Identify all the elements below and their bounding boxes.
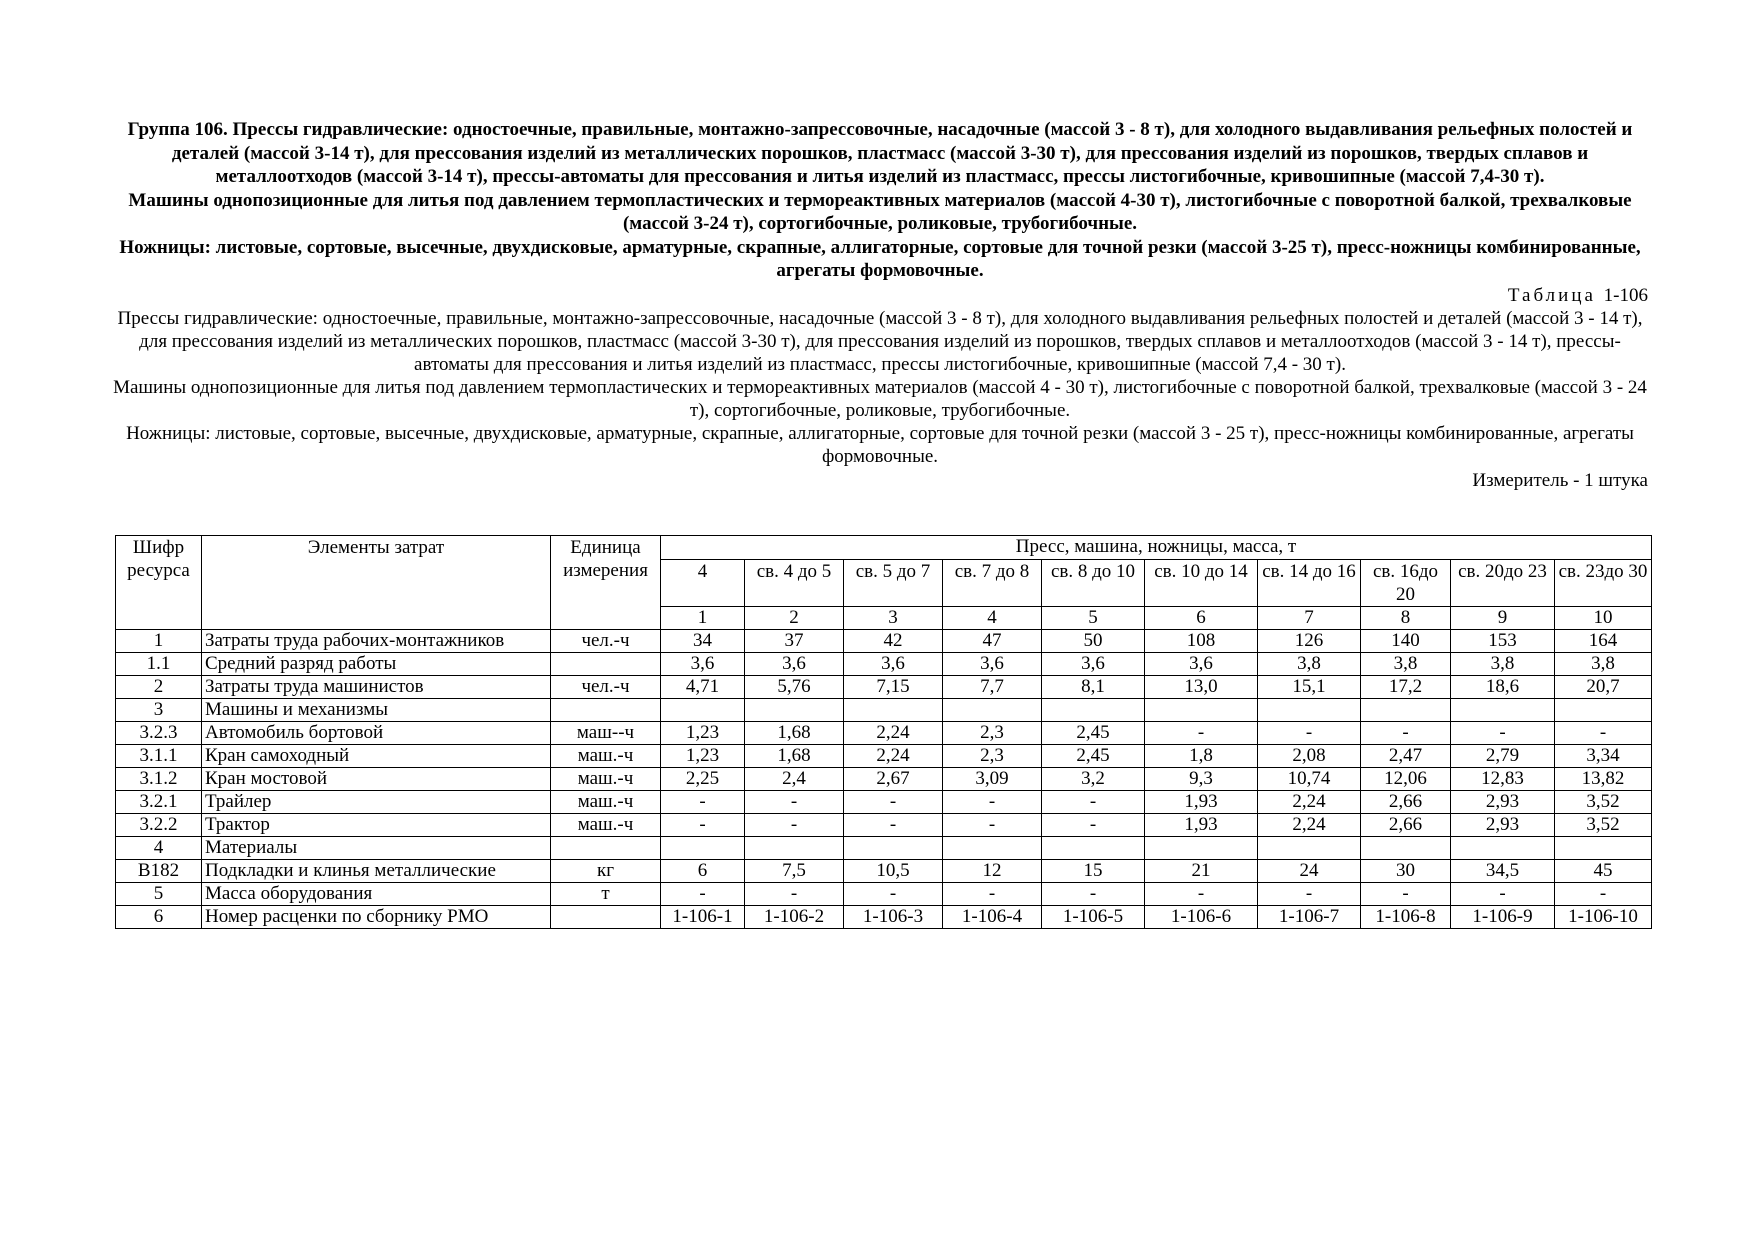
cell-value-9: - bbox=[1451, 883, 1555, 906]
table-header-row bbox=[116, 536, 1652, 560]
header-column-number-4: 4 bbox=[943, 607, 1042, 630]
cell-value-10: 3,8 bbox=[1555, 653, 1652, 676]
cell-value-1: - bbox=[661, 883, 745, 906]
cell-value-3: - bbox=[844, 814, 943, 837]
document-heading bbox=[112, 118, 1648, 283]
cell-value-3 bbox=[844, 699, 943, 722]
header-column-number-7: 7 bbox=[1258, 607, 1361, 630]
cell-unit: маш.-ч bbox=[551, 745, 661, 768]
cell-unit: кг bbox=[551, 860, 661, 883]
table-description bbox=[112, 307, 1648, 468]
cell-value-6: 9,3 bbox=[1145, 768, 1258, 791]
cell-code: 5 bbox=[116, 883, 202, 906]
cell-value-7 bbox=[1258, 837, 1361, 860]
cell-value-9 bbox=[1451, 837, 1555, 860]
cell-element-name: Средний разряд работы bbox=[202, 653, 551, 676]
cell-unit: т bbox=[551, 883, 661, 906]
cell-value-4: 7,7 bbox=[943, 676, 1042, 699]
cell-value-3: - bbox=[844, 791, 943, 814]
header-range-10: св. 23до 30 bbox=[1555, 560, 1652, 607]
header-column-number-1: 1 bbox=[661, 607, 745, 630]
header-range-9: св. 20до 23 bbox=[1451, 560, 1555, 607]
cell-value-10 bbox=[1555, 837, 1652, 860]
cell-value-10: 13,82 bbox=[1555, 768, 1652, 791]
cell-value-9: 3,8 bbox=[1451, 653, 1555, 676]
header-range-7: св. 14 до 16 bbox=[1258, 560, 1361, 607]
cell-element-name: Машины и механизмы bbox=[202, 699, 551, 722]
cell-code: 4 bbox=[116, 837, 202, 860]
cell-value-8: 2,47 bbox=[1361, 745, 1451, 768]
header-column-number-5: 5 bbox=[1042, 607, 1145, 630]
cell-unit: маш.-ч bbox=[551, 768, 661, 791]
cell-value-10 bbox=[1555, 699, 1652, 722]
cell-value-2: 7,5 bbox=[745, 860, 844, 883]
cell-value-7: 2,24 bbox=[1258, 791, 1361, 814]
cell-value-6 bbox=[1145, 699, 1258, 722]
header-mass-group: Пресс, машина, ножницы, масса, т bbox=[661, 536, 1652, 560]
cell-value-10: 3,52 bbox=[1555, 791, 1652, 814]
cell-value-2: 2,4 bbox=[745, 768, 844, 791]
cell-value-2: 37 bbox=[745, 630, 844, 653]
cell-value-3: 3,6 bbox=[844, 653, 943, 676]
description-presses: Прессы гидравлические: одностоечные, правильные, монтажно-запрессовочные, насадочные (массой 3 - 8 т), для холодного выдавливания рельефных полостей и деталей (массой 3 - 14 т), для прессования изделий из металлических порошков, пластмасс (массой 3-30 т), для прессования изделий из порошков, твердых сплавов и металлоотходов (массой 3 - 14 т), прессы-автоматы для прессования и литья изделий из пластмасс, прессы листогибочные, кривошипные (массой 7,4 - 30 т). bbox=[117, 307, 1643, 375]
table-row bbox=[116, 699, 1652, 722]
cell-code: 3 bbox=[116, 699, 202, 722]
header-column-number-2: 2 bbox=[745, 607, 844, 630]
cell-value-6: 1-106-6 bbox=[1145, 906, 1258, 929]
cell-value-1: - bbox=[661, 791, 745, 814]
header-range-4: св. 7 до 8 bbox=[943, 560, 1042, 607]
cell-value-10: 1-106-10 bbox=[1555, 906, 1652, 929]
cell-value-1: 6 bbox=[661, 860, 745, 883]
cell-unit bbox=[551, 837, 661, 860]
cell-value-10: 164 bbox=[1555, 630, 1652, 653]
cell-value-1: 1,23 bbox=[661, 745, 745, 768]
table-row bbox=[116, 745, 1652, 768]
cell-value-4: - bbox=[943, 814, 1042, 837]
cell-element-name: Трайлер bbox=[202, 791, 551, 814]
table-label-number: 1-106 bbox=[1603, 284, 1648, 306]
table-row bbox=[116, 768, 1652, 791]
description-shears: Ножницы: листовые, сортовые, высечные, двухдисковые, арматурные, скрапные, аллигаторные, сортовые для точной резки (массой 3 - 25 т), пресс-ножницы комбинированные, агрегаты формовочные. bbox=[126, 422, 1634, 467]
cell-code: В182 bbox=[116, 860, 202, 883]
cell-value-8: 2,66 bbox=[1361, 814, 1451, 837]
header-elements: Элементы затрат bbox=[202, 536, 551, 630]
cell-value-10: - bbox=[1555, 883, 1652, 906]
cell-value-8: 140 bbox=[1361, 630, 1451, 653]
cell-value-3: 1-106-3 bbox=[844, 906, 943, 929]
cell-unit: маш.-ч bbox=[551, 791, 661, 814]
cell-value-4: 2,3 bbox=[943, 745, 1042, 768]
cell-value-2: 1-106-2 bbox=[745, 906, 844, 929]
cell-code: 1.1 bbox=[116, 653, 202, 676]
norms-table-body bbox=[116, 536, 1652, 929]
cell-value-6: 3,6 bbox=[1145, 653, 1258, 676]
cell-value-5: 2,45 bbox=[1042, 745, 1145, 768]
cell-value-3: 10,5 bbox=[844, 860, 943, 883]
table-row bbox=[116, 814, 1652, 837]
cell-value-8: 1-106-8 bbox=[1361, 906, 1451, 929]
cell-value-4: 1-106-4 bbox=[943, 906, 1042, 929]
cell-code: 6 bbox=[116, 906, 202, 929]
cell-value-6: 108 bbox=[1145, 630, 1258, 653]
header-range-8: св. 16до 20 bbox=[1361, 560, 1451, 607]
cell-value-1: 4,71 bbox=[661, 676, 745, 699]
cell-value-2: 5,76 bbox=[745, 676, 844, 699]
cell-unit: чел.-ч bbox=[551, 676, 661, 699]
cell-element-name: Подкладки и клинья металлические bbox=[202, 860, 551, 883]
header-range-6: св. 10 до 14 bbox=[1145, 560, 1258, 607]
cell-value-9: 18,6 bbox=[1451, 676, 1555, 699]
cell-element-name: Автомобиль бортовой bbox=[202, 722, 551, 745]
table-label bbox=[112, 284, 1648, 307]
cell-value-9: 34,5 bbox=[1451, 860, 1555, 883]
cell-code: 3.2.1 bbox=[116, 791, 202, 814]
cell-element-name: Масса оборудования bbox=[202, 883, 551, 906]
cell-value-5 bbox=[1042, 699, 1145, 722]
cell-element-name: Трактор bbox=[202, 814, 551, 837]
cell-value-5: 2,45 bbox=[1042, 722, 1145, 745]
cell-element-name: Затраты труда рабочих-монтажников bbox=[202, 630, 551, 653]
cell-value-7: - bbox=[1258, 722, 1361, 745]
cell-value-6: 21 bbox=[1145, 860, 1258, 883]
cell-value-5: - bbox=[1042, 791, 1145, 814]
table-row bbox=[116, 676, 1652, 699]
cell-element-name: Затраты труда машинистов bbox=[202, 676, 551, 699]
header-code: Шифр ресурса bbox=[116, 536, 202, 630]
cell-value-8: 3,8 bbox=[1361, 653, 1451, 676]
measure-unit: Измеритель - 1 штука bbox=[1472, 469, 1648, 491]
table-row bbox=[116, 860, 1652, 883]
table-row bbox=[116, 791, 1652, 814]
cell-value-4 bbox=[943, 699, 1042, 722]
header-range-1: 4 bbox=[661, 560, 745, 607]
cell-value-1: 34 bbox=[661, 630, 745, 653]
cell-value-1: 1,23 bbox=[661, 722, 745, 745]
table-row bbox=[116, 906, 1652, 929]
cell-element-name: Кран мостовой bbox=[202, 768, 551, 791]
cell-value-4: 3,09 bbox=[943, 768, 1042, 791]
cell-value-7: 2,08 bbox=[1258, 745, 1361, 768]
cell-value-5 bbox=[1042, 837, 1145, 860]
norms-table bbox=[115, 535, 1652, 929]
table-row bbox=[116, 722, 1652, 745]
cell-value-9: 2,93 bbox=[1451, 814, 1555, 837]
cell-value-8: 30 bbox=[1361, 860, 1451, 883]
cell-value-2 bbox=[745, 837, 844, 860]
cell-value-5: 15 bbox=[1042, 860, 1145, 883]
cell-value-5: - bbox=[1042, 883, 1145, 906]
cell-value-2: 1,68 bbox=[745, 722, 844, 745]
cell-value-5: 3,2 bbox=[1042, 768, 1145, 791]
cell-value-3: 7,15 bbox=[844, 676, 943, 699]
table-row bbox=[116, 630, 1652, 653]
cell-unit bbox=[551, 906, 661, 929]
header-range-5: св. 8 до 10 bbox=[1042, 560, 1145, 607]
cell-value-8: 17,2 bbox=[1361, 676, 1451, 699]
cell-value-5: 50 bbox=[1042, 630, 1145, 653]
cell-value-2: 3,6 bbox=[745, 653, 844, 676]
cell-value-8 bbox=[1361, 837, 1451, 860]
cell-value-10: 3,34 bbox=[1555, 745, 1652, 768]
header-column-number-8: 8 bbox=[1361, 607, 1451, 630]
cell-value-4: 2,3 bbox=[943, 722, 1042, 745]
cell-element-name: Номер расценки по сборнику РМО bbox=[202, 906, 551, 929]
cell-value-7: 15,1 bbox=[1258, 676, 1361, 699]
cell-value-8: - bbox=[1361, 883, 1451, 906]
cell-value-4: - bbox=[943, 883, 1042, 906]
cell-value-6: 13,0 bbox=[1145, 676, 1258, 699]
cell-value-2: - bbox=[745, 791, 844, 814]
cell-value-9: 2,79 bbox=[1451, 745, 1555, 768]
table-label-word: Таблица bbox=[1507, 284, 1596, 306]
cell-value-3 bbox=[844, 837, 943, 860]
cell-value-9: 2,93 bbox=[1451, 791, 1555, 814]
header-range-2: св. 4 до 5 bbox=[745, 560, 844, 607]
cell-code: 1 bbox=[116, 630, 202, 653]
cell-value-10: 3,52 bbox=[1555, 814, 1652, 837]
cell-value-7: 126 bbox=[1258, 630, 1361, 653]
cell-code: 3.1.2 bbox=[116, 768, 202, 791]
table-row bbox=[116, 883, 1652, 906]
cell-value-7 bbox=[1258, 699, 1361, 722]
cell-value-3: - bbox=[844, 883, 943, 906]
cell-value-1 bbox=[661, 837, 745, 860]
cell-code: 3.2.2 bbox=[116, 814, 202, 837]
cell-code: 2 bbox=[116, 676, 202, 699]
header-column-number-10: 10 bbox=[1555, 607, 1652, 630]
cell-value-1: 1-106-1 bbox=[661, 906, 745, 929]
cell-value-5: 8,1 bbox=[1042, 676, 1145, 699]
cell-value-10: 45 bbox=[1555, 860, 1652, 883]
cell-unit bbox=[551, 653, 661, 676]
heading-group-prefix: Группа 106 bbox=[127, 119, 223, 140]
cell-value-2: - bbox=[745, 883, 844, 906]
cell-value-6 bbox=[1145, 837, 1258, 860]
cell-value-7: 2,24 bbox=[1258, 814, 1361, 837]
cell-value-2: 1,68 bbox=[745, 745, 844, 768]
cell-value-6: - bbox=[1145, 883, 1258, 906]
cell-value-4: - bbox=[943, 791, 1042, 814]
header-unit: Единица измерения bbox=[551, 536, 661, 630]
cell-value-6: 1,8 bbox=[1145, 745, 1258, 768]
cell-value-7: 1-106-7 bbox=[1258, 906, 1361, 929]
cell-value-1: 3,6 bbox=[661, 653, 745, 676]
cell-value-10: - bbox=[1555, 722, 1652, 745]
header-range-3: св. 5 до 7 bbox=[844, 560, 943, 607]
cell-value-1 bbox=[661, 699, 745, 722]
cell-unit: чел.-ч bbox=[551, 630, 661, 653]
cell-value-9: 12,83 bbox=[1451, 768, 1555, 791]
cell-value-4 bbox=[943, 837, 1042, 860]
cell-value-7: 10,74 bbox=[1258, 768, 1361, 791]
heading-group-paragraph bbox=[112, 118, 1648, 189]
cell-value-3: 2,24 bbox=[844, 745, 943, 768]
cell-value-10: 20,7 bbox=[1555, 676, 1652, 699]
table-row bbox=[116, 837, 1652, 860]
cell-value-7: 3,8 bbox=[1258, 653, 1361, 676]
cell-value-9: 1-106-9 bbox=[1451, 906, 1555, 929]
cell-value-6: 1,93 bbox=[1145, 814, 1258, 837]
cell-value-8 bbox=[1361, 699, 1451, 722]
cell-value-3: 2,24 bbox=[844, 722, 943, 745]
cell-value-2: - bbox=[745, 814, 844, 837]
cell-value-1: 2,25 bbox=[661, 768, 745, 791]
cell-value-2 bbox=[745, 699, 844, 722]
cell-value-8: - bbox=[1361, 722, 1451, 745]
cell-unit bbox=[551, 699, 661, 722]
cell-value-4: 12 bbox=[943, 860, 1042, 883]
cell-value-9: - bbox=[1451, 722, 1555, 745]
cell-value-8: 2,66 bbox=[1361, 791, 1451, 814]
description-machines: Машины однопозиционные для литья под давлением термопластических и термореактивных материалов (массой 4 - 30 т), листогибочные с поворотной балкой, трехвалковые (массой 3 - 24 т), сортогибочные, роликовые, трубогибочные. bbox=[113, 376, 1647, 421]
header-column-number-6: 6 bbox=[1145, 607, 1258, 630]
header-column-number-3: 3 bbox=[844, 607, 943, 630]
heading-machines-paragraph: Машины однопозиционные для литья под давлением термопластических и термореактивных материалов (массой 4-30 т), листогибочные с поворотной балкой, трехвалковые (массой 3-24 т), сортогибочные, роликовые, трубогибочные. bbox=[128, 189, 1632, 234]
cell-value-3: 2,67 bbox=[844, 768, 943, 791]
cell-value-9: 153 bbox=[1451, 630, 1555, 653]
cell-value-7: - bbox=[1258, 883, 1361, 906]
cell-value-4: 3,6 bbox=[943, 653, 1042, 676]
cell-value-9 bbox=[1451, 699, 1555, 722]
cell-value-1: - bbox=[661, 814, 745, 837]
header-column-number-9: 9 bbox=[1451, 607, 1555, 630]
document-page bbox=[112, 118, 1648, 492]
cell-unit: маш--ч bbox=[551, 722, 661, 745]
cell-value-6: 1,93 bbox=[1145, 791, 1258, 814]
cell-value-6: - bbox=[1145, 722, 1258, 745]
heading-shears-paragraph: Ножницы: листовые, сортовые, высечные, двухдисковые, арматурные, скрапные, аллигаторные, сортовые для точной резки (массой 3-25 т), пресс-ножницы комбинированные, агрегаты формовочные. bbox=[119, 236, 1641, 281]
heading-group-text: . Прессы гидравлические: одностоечные, правильные, монтажно-запрессовочные, насадочные (массой 3 - 8 т), для холодного выдавливания рельефных полостей и деталей (массой 3-14 т), для прессования изделий из металлических порошков, пластмасс (массой 3-30 т), для прессования изделий из порошков, твердых сплавов и металлоотходов (массой 3-14 т), прессы-автоматы для прессования и литья изделий из пластмасс, прессы листогибочные, кривошипные (массой 7,4-30 т). bbox=[171, 119, 1633, 187]
cell-element-name: Материалы bbox=[202, 837, 551, 860]
cell-value-5: 3,6 bbox=[1042, 653, 1145, 676]
cell-value-8: 12,06 bbox=[1361, 768, 1451, 791]
cell-value-5: 1-106-5 bbox=[1042, 906, 1145, 929]
table-row bbox=[116, 653, 1652, 676]
cell-value-7: 24 bbox=[1258, 860, 1361, 883]
cell-value-5: - bbox=[1042, 814, 1145, 837]
cell-element-name: Кран самоходный bbox=[202, 745, 551, 768]
cell-code: 3.1.1 bbox=[116, 745, 202, 768]
cell-unit: маш.-ч bbox=[551, 814, 661, 837]
cell-value-3: 42 bbox=[844, 630, 943, 653]
cell-value-4: 47 bbox=[943, 630, 1042, 653]
cell-code: 3.2.3 bbox=[116, 722, 202, 745]
